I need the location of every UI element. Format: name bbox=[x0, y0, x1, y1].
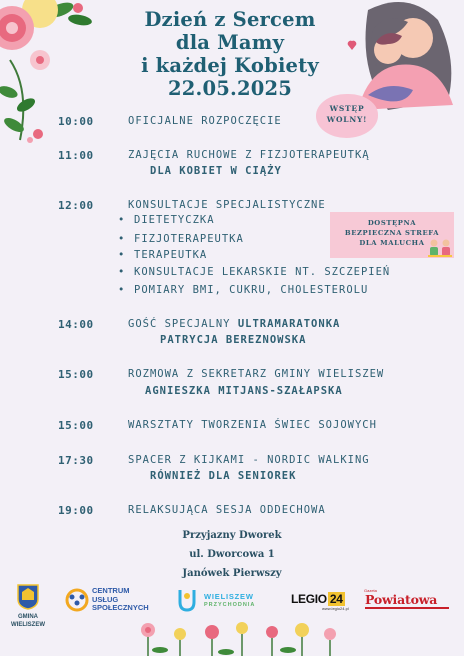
schedule-time: 10:00 bbox=[58, 115, 94, 128]
legio24-logo: LEGIO 24 bbox=[291, 592, 343, 606]
schedule-event: ROZMOWA Z SEKRETARZ GMINY WIELISZEW bbox=[128, 368, 385, 380]
gazeta-label: Gazeta bbox=[364, 588, 377, 593]
gmina-coat-of-arms-icon bbox=[17, 584, 39, 610]
free-entry-badge bbox=[316, 94, 378, 138]
free-entry-line-2: WOLNY! bbox=[326, 115, 368, 124]
free-entry-line-1: WSTĘP bbox=[329, 104, 365, 113]
schedule-event: SPACER Z KIJKAMI - NORDIC WALKING bbox=[128, 454, 370, 466]
legio24-url: www.legio24.pl bbox=[322, 606, 349, 611]
event-date: 22.05.2025 bbox=[167, 77, 293, 100]
schedule-time: 17:30 bbox=[58, 454, 94, 467]
schedule-time: 19:00 bbox=[58, 504, 94, 517]
venue-address bbox=[150, 526, 314, 583]
cus-logo-icon bbox=[64, 588, 90, 612]
title-line-3: i każdej Kobiety bbox=[141, 54, 319, 77]
gmina-wieliszew-logo: GMINA WIELISZEW bbox=[11, 614, 45, 628]
venue-name: Przyjazny Dworek bbox=[182, 530, 282, 541]
cus-logo-text: CENTRUM USŁUG SPOŁECZNYCH bbox=[92, 586, 149, 612]
gazeta-underline bbox=[365, 607, 449, 609]
schedule-time: 15:00 bbox=[58, 419, 94, 432]
schedule-event: WARSZTATY TWORZENIA ŚWIEC SOJOWYCH bbox=[128, 419, 377, 431]
venue-street: ul. Dworcowa 1 bbox=[189, 549, 275, 560]
schedule-event: OFICJALNE ROZPOCZĘCIE bbox=[128, 115, 282, 127]
flower-decoration-bottom bbox=[130, 614, 350, 656]
title-line-2: dla Mamy bbox=[175, 31, 285, 54]
gazeta-powiatowa-logo: Powiatowa bbox=[365, 592, 438, 607]
kids-zone-line-3: DLA MALUCHA bbox=[359, 239, 425, 247]
kids-zone-line-1: DOSTĘPNA bbox=[367, 219, 417, 227]
schedule-event: ZAJĘCIA RUCHOWE Z FIZJOTERAPEUTKĄ bbox=[128, 149, 370, 161]
consultation-bullet: • POMIARY BMI, CUKRU, CHOLESTEROLU bbox=[118, 284, 369, 296]
przychodnia-logo-icon bbox=[176, 588, 198, 612]
children-playing-icon bbox=[426, 238, 454, 258]
schedule-time: 11:00 bbox=[58, 149, 94, 162]
schedule-time: 15:00 bbox=[58, 368, 94, 381]
kids-zone-line-2: BEZPIECZNA STREFA bbox=[344, 229, 440, 237]
event-title bbox=[120, 8, 340, 100]
venue-town: Janówek Pierwszy bbox=[182, 568, 282, 579]
schedule-time: 12:00 bbox=[58, 199, 94, 212]
schedule-time: 14:00 bbox=[58, 318, 94, 331]
schedule-event-detail: DLA KOBIET W CIĄŻY bbox=[150, 165, 282, 177]
schedule-event-detail: RÓWNIEŻ DLA SENIOREK bbox=[150, 470, 297, 482]
schedule-event: GOŚĆ SPECJALNY ULTRAMARATONKA bbox=[128, 318, 341, 330]
consultation-bullet: • FIZJOTERAPEUTKA bbox=[118, 233, 244, 245]
schedule-event-detail: PATRYCJA BEREZNOWSKA bbox=[160, 334, 307, 346]
title-line-1: Dzień z Sercem bbox=[144, 8, 316, 31]
schedule-event: RELAKSUJĄCA SESJA ODDECHOWA bbox=[128, 504, 326, 516]
consultation-bullet: • DIETETYCZKA bbox=[118, 214, 215, 226]
schedule-event-detail: AGNIESZKA MITJANS-SZAŁAPSKA bbox=[145, 385, 343, 397]
consultation-bullet: • KONSULTACJE LEKARSKIE NT. SZCZEPIEŃ bbox=[118, 266, 391, 278]
przychodnia-logo-text: WIELISZEW PRZYCHODNIA bbox=[204, 592, 256, 608]
consultation-bullet: • TERAPEUTKA bbox=[118, 249, 208, 261]
schedule-event: KONSULTACJE SPECJALISTYCZNE bbox=[128, 199, 326, 211]
